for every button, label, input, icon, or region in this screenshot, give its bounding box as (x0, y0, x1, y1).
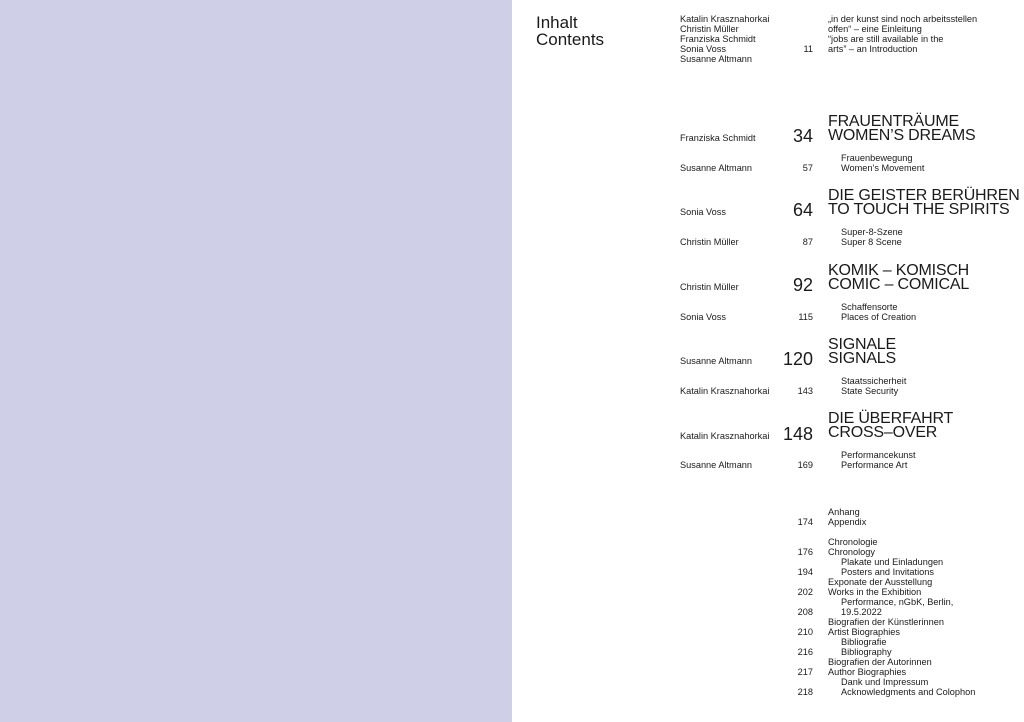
appendix-page (798, 657, 813, 667)
subsection-de: Performancekunst (841, 450, 916, 460)
appendix-page (798, 597, 813, 607)
heading-de: SIGNALE (828, 336, 896, 353)
appendix-entry: Exponate der Ausstellung (828, 577, 933, 587)
intro-author: Franziska Schmidt (680, 34, 756, 44)
heading-en: TO TOUCH THE SPIRITS (828, 201, 1010, 218)
heading-de: FRAUENTRÄUME (828, 113, 959, 130)
appendix-page: 176 (797, 547, 813, 557)
subsection-author: Susanne Altmann (680, 460, 753, 470)
subsection-de: Frauenbewegung (841, 153, 913, 163)
subsection-en: Places of Creation (841, 312, 917, 322)
heading-de: DIE ÜBERFAHRT (828, 410, 954, 427)
subsection (841, 302, 916, 322)
subsection-en: Performance Art (841, 460, 908, 470)
section-page-number: 92 (792, 275, 813, 295)
subsection-author: Sonia Voss (680, 312, 726, 322)
appendix-page-numbers (798, 507, 813, 697)
appendix-page: 217 (797, 667, 813, 677)
appendix-page: 174 (797, 517, 813, 527)
title-en: Contents (536, 30, 605, 49)
section-author: Katalin Krasznahorkai (680, 431, 770, 441)
appendix-entry: Appendix (828, 517, 867, 527)
subsection-page-number: 143 (797, 386, 813, 396)
appendix-entry: Bibliografie (841, 637, 887, 647)
appendix-entry: Bibliography (841, 647, 892, 657)
appendix-entry: Plakate und Einladungen (841, 557, 944, 567)
subsection-page-number: 87 (802, 237, 813, 247)
appendix-page (798, 527, 813, 537)
appendix-page: 210 (797, 627, 813, 637)
heading-de: KOMIK – KOMISCH (828, 262, 970, 279)
subsection-author: Katalin Krasznahorkai (680, 386, 770, 396)
subsection (841, 450, 916, 470)
intro-line: arts” – an Introduction (828, 44, 918, 54)
section-author: Christin Müller (680, 282, 739, 292)
section-heading (828, 338, 896, 366)
appendix-entry: Chronologie (828, 537, 878, 547)
appendix-entry: Biografien der Künstlerinnen (828, 617, 944, 627)
section-page-number: 148 (782, 424, 813, 444)
appendix-page (798, 507, 813, 517)
section-page-number: 34 (792, 126, 813, 146)
subsection-page-number: 169 (797, 460, 813, 470)
appendix-page (798, 617, 813, 627)
appendix-page (798, 677, 813, 687)
section-heading (828, 264, 969, 292)
section-author: Sonia Voss (680, 207, 726, 217)
page-title (536, 14, 604, 48)
intro-page-number: 11 (803, 44, 813, 54)
appendix-page (798, 577, 813, 587)
appendix-entry (828, 527, 975, 537)
section-page-number: 64 (792, 200, 813, 220)
heading-en: COMIC – COMICAL (828, 276, 970, 293)
subsection-en: Women’s Movement (841, 163, 925, 173)
appendix-entry: Artist Biographies (828, 627, 901, 637)
appendix-entry: Works in the Exhibition (828, 587, 922, 597)
subsection (841, 376, 906, 396)
subsection (841, 153, 924, 173)
section-heading (828, 189, 1020, 217)
section-heading (828, 115, 975, 143)
intro-line: “jobs are still available in the (828, 34, 944, 44)
appendix-entry: 19.5.2022 (841, 607, 882, 617)
subsection-en: State Security (841, 386, 899, 396)
subsection-author: Christin Müller (680, 237, 739, 247)
intro-author: Katalin Krasznahorkai (680, 14, 770, 24)
subsection-de: Schaffensorte (841, 302, 898, 312)
subsection-author: Susanne Altmann (680, 163, 753, 173)
subsection-en: Super 8 Scene (841, 237, 902, 247)
section-author: Susanne Altmann (680, 356, 753, 366)
appendix-page: 194 (797, 567, 813, 577)
appendix-entry: Author Biographies (828, 667, 907, 677)
appendix-page: 216 (797, 647, 813, 657)
subsection (841, 227, 903, 247)
title-de: Inhalt (536, 13, 578, 32)
appendix-page: 202 (797, 587, 813, 597)
heading-en: WOMEN’S DREAMS (828, 127, 976, 144)
section-heading (828, 412, 953, 440)
subsection-page-number: 115 (798, 312, 813, 322)
subsection-page-number: 57 (802, 163, 813, 173)
intro-author: Sonia Voss (680, 44, 726, 54)
appendix-entry: Anhang (828, 507, 860, 517)
appendix-entry: Dank und Impressum (841, 677, 929, 687)
appendix-entry: Acknowledgments and Colophon (841, 687, 976, 697)
heading-de: DIE GEISTER BERÜHREN (828, 187, 1020, 204)
intro-line: „in der kunst sind noch arbeitsstellen (828, 14, 978, 24)
section-page-number: 120 (782, 349, 813, 369)
appendix-entry: Biografien der Autorinnen (828, 657, 932, 667)
appendix-page (798, 537, 813, 547)
appendix-page (798, 637, 813, 647)
appendix-page: 218 (797, 687, 813, 697)
subsection-de: Staatssicherheit (841, 376, 907, 386)
heading-en: CROSS–OVER (828, 424, 938, 441)
heading-en: SIGNALS (828, 350, 896, 367)
appendix-page: 208 (797, 607, 813, 617)
appendix-entry: Chronology (828, 547, 875, 557)
appendix-page (798, 557, 813, 567)
intro-author: Christin Müller (680, 24, 739, 34)
appendix-entry: Performance, nGbK, Berlin, (841, 597, 954, 607)
appendix-entry: Posters and Invitations (841, 567, 934, 577)
appendix-entries (828, 507, 975, 697)
intro-text (828, 14, 977, 54)
section-author: Franziska Schmidt (680, 133, 756, 143)
subsection-de: Super-8-Szene (841, 227, 903, 237)
intro-author: Susanne Altmann (680, 54, 753, 64)
intro-authors (680, 14, 769, 64)
intro-line: offen“ – eine Einleitung (828, 24, 922, 34)
